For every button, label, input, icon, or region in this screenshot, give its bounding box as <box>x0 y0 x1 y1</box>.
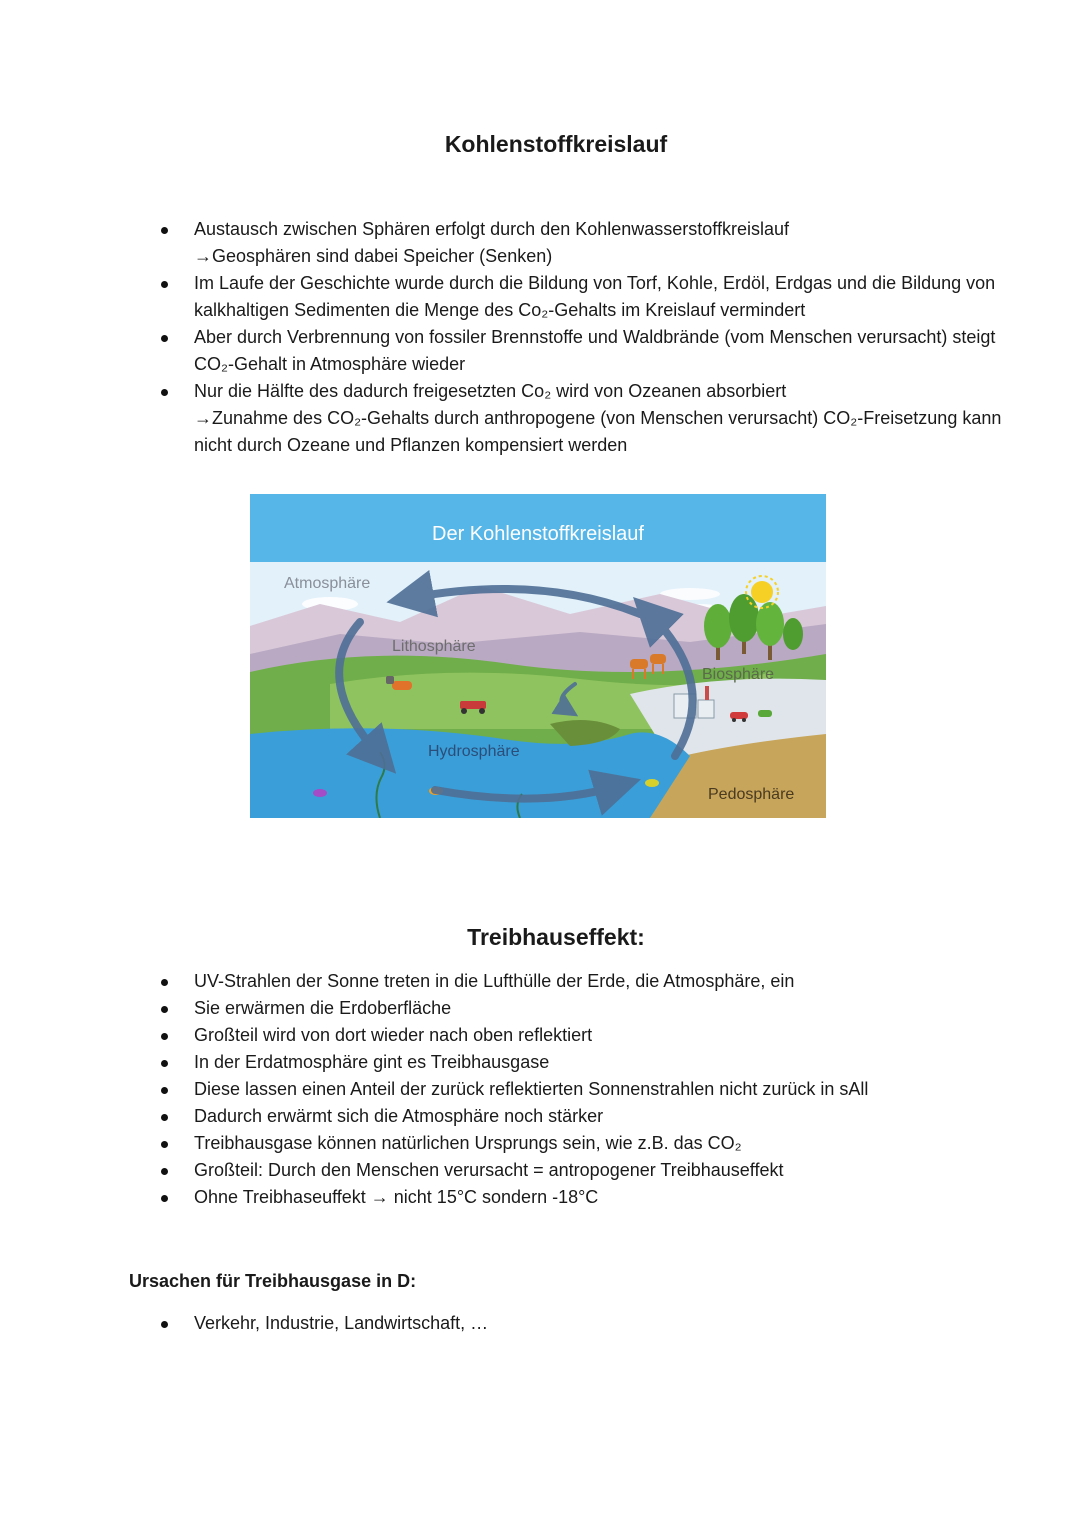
list-item <box>160 1076 1020 1103</box>
list-item <box>160 968 1020 995</box>
bullet-icon <box>161 1141 168 1148</box>
greenhouse-list <box>160 968 1020 1211</box>
list-item-text: Treibhausgase können natürlichen Ursprungs sein, wie z.B. das CO₂ <box>194 1133 742 1153</box>
bullet-icon <box>161 335 168 342</box>
causes-list <box>160 1310 1020 1337</box>
list-item-text: UV-Strahlen der Sonne treten in die Lufthülle der Erde, die Atmosphäre, ein <box>194 971 795 991</box>
bullet-icon <box>161 1114 168 1121</box>
bullet-icon <box>161 979 168 986</box>
causes-heading: Ursachen für Treibhausgase in D: <box>129 1271 417 1291</box>
list-item <box>160 324 1020 378</box>
label-lithosphere: Lithosphäre <box>392 638 476 655</box>
bullet-icon <box>161 1168 168 1175</box>
diagram-title: Der Kohlenstoffkreislauf <box>432 523 644 545</box>
list-item <box>160 1103 1020 1130</box>
list-item-text: Diese lassen einen Anteil der zurück reflektierten Sonnenstrahlen nicht zurück in sAll <box>194 1079 869 1099</box>
carbon-cycle-list <box>160 216 1020 459</box>
bullet-icon <box>161 227 168 234</box>
list-item <box>160 1184 1020 1211</box>
list-item-text: Nur die Hälfte des dadurch freigesetzten Co₂ wird von Ozeanen absorbiert <box>194 381 787 401</box>
list-item-text: Großteil: Durch den Menschen verursacht = antropogener Treibhauseffekt <box>194 1160 784 1180</box>
bullet-icon <box>161 1321 168 1328</box>
list-item <box>160 1049 1020 1076</box>
list-item-text: Aber durch Verbrennung von fossiler Brennstoffe und Waldbrände (vom Menschen verursacht) steigt CO₂-Gehalt in Atmosphäre wieder <box>194 327 996 374</box>
list-item-subtext: Geosphären sind dabei Speicher (Senken) <box>212 246 553 266</box>
bullet-icon <box>161 1060 168 1067</box>
list-item-text: Austausch zwischen Sphären erfolgt durch den Kohlenwasserstoffkreislauf <box>194 219 790 239</box>
list-item <box>160 216 1020 270</box>
list-item-text: Ohne Treibhaseuffekt → nicht 15°C sondern -18°C <box>194 1187 599 1207</box>
list-item <box>160 995 1020 1022</box>
bullet-icon <box>161 281 168 288</box>
list-item <box>160 1310 1020 1337</box>
list-item <box>160 378 1020 459</box>
bullet-icon <box>161 1033 168 1040</box>
list-item-text: Großteil wird von dort wieder nach oben reflektiert <box>194 1025 593 1045</box>
label-biosphere: Biosphäre <box>702 666 775 683</box>
bullet-icon <box>161 1006 168 1013</box>
list-item-text: Verkehr, Industrie, Landwirtschaft, … <box>194 1313 489 1333</box>
list-item-text: Dadurch erwärmt sich die Atmosphäre noch stärker <box>194 1106 604 1126</box>
list-item <box>160 1130 1020 1157</box>
list-item-text: In der Erdatmosphäre gint es Treibhausgase <box>194 1052 550 1072</box>
label-pedosphere: Pedosphäre <box>708 786 795 803</box>
bullet-icon <box>161 1195 168 1202</box>
list-item-subtext: Zunahme des CO₂-Gehalts durch anthropogene (von Menschen verursacht) CO₂-Freisetzung kann nicht durch Ozeane und Pflanzen kompensiert werden <box>194 408 1002 455</box>
arrow-icon: → <box>194 246 212 266</box>
list-item <box>160 1157 1020 1184</box>
ocean <box>250 728 690 818</box>
bullet-icon <box>161 1087 168 1094</box>
label-hydrosphere: Hydrosphäre <box>428 743 520 760</box>
list-item-text: Sie erwärmen die Erdoberfläche <box>194 998 452 1018</box>
page-title: Kohlenstoffkreislauf <box>444 131 668 157</box>
list-item <box>160 270 1020 324</box>
bullet-icon <box>161 389 168 396</box>
greenhouse-title: Treibhauseffekt: <box>467 924 645 950</box>
list-item <box>160 1022 1020 1049</box>
list-item-text: Im Laufe der Geschichte wurde durch die Bildung von Torf, Kohle, Erdöl, Erdgas und die Bildung von kalkhaltigen Sedimenten die Menge des Co₂-Gehalts im Kreislauf vermindert <box>194 273 996 320</box>
arrow-icon: → <box>194 408 212 428</box>
carbon-cycle-diagram <box>250 494 826 818</box>
label-atmosphere: Atmosphäre <box>284 575 371 592</box>
